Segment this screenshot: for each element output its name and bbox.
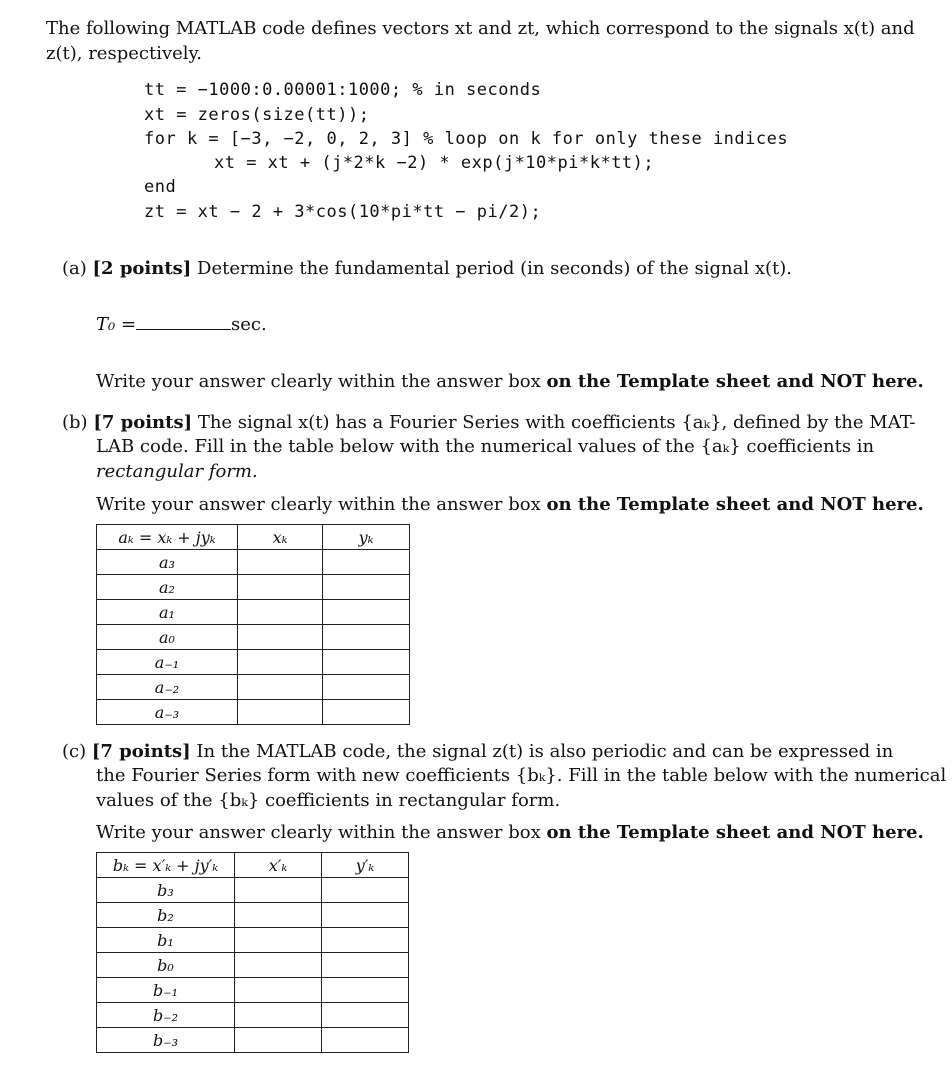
part-a-question <box>62 258 792 279</box>
table-row <box>97 575 410 600</box>
part-b-points: [7 points] <box>93 412 193 433</box>
row-label: b₀ <box>97 953 235 978</box>
table-row <box>97 953 409 978</box>
yk-prime-cell[interactable] <box>322 1003 409 1028</box>
table-row <box>97 978 409 1003</box>
yk-prime-cell[interactable] <box>322 903 409 928</box>
code-line-3: for k = [−3, −2, 0, 2, 3] % loop on k for only these indices <box>144 129 789 149</box>
part-a-text: Determine the fundamental period (in seconds) of the signal x(t). <box>191 258 792 279</box>
yk-prime-cell[interactable] <box>322 878 409 903</box>
xk-prime-cell[interactable] <box>235 878 322 903</box>
xk-prime-cell[interactable] <box>235 928 322 953</box>
part-a-label: (a) <box>62 258 87 279</box>
period-unit: sec. <box>231 314 267 335</box>
yk-cell[interactable] <box>323 550 410 575</box>
part-b-line-2: LAB code. Fill in the table below with the numerical values of the {aₖ} coefficients in <box>96 436 875 457</box>
yk-cell[interactable] <box>323 700 410 725</box>
b-coefficients-table <box>96 852 409 1053</box>
table-row <box>97 675 410 700</box>
yk-prime-cell[interactable] <box>322 953 409 978</box>
yk-cell[interactable] <box>323 650 410 675</box>
part-b-text-1: The signal x(t) has a Fourier Series with coefficients {aₖ}, defined by the MAT- <box>192 412 916 433</box>
row-label: a₁ <box>97 600 238 625</box>
table-row <box>97 903 409 928</box>
table-header-row <box>97 525 410 550</box>
part-a-instruction-text: Write your answer clearly within the answer box <box>96 371 547 392</box>
part-c-text-1: In the MATLAB code, the signal z(t) is also periodic and can be expressed in <box>190 741 894 762</box>
part-b-instruction-text: Write your answer clearly within the answer box <box>96 494 547 515</box>
part-b-instruction <box>96 494 924 515</box>
xk-cell[interactable] <box>238 675 323 700</box>
code-line-4: xt = xt + (j*2*k −2) * exp(j*10*pi*k*tt); <box>214 153 655 173</box>
header-yk: yₖ <box>323 525 410 550</box>
table-row <box>97 550 410 575</box>
table-row <box>97 1028 409 1053</box>
xk-cell[interactable] <box>238 700 323 725</box>
yk-cell[interactable] <box>323 600 410 625</box>
part-a-instruction-bold: on the Template sheet and NOT here. <box>546 371 924 392</box>
table-row <box>97 928 409 953</box>
row-label: a₋₁ <box>97 650 238 675</box>
header-bk: bₖ = x′ₖ + jy′ₖ <box>97 853 235 878</box>
part-c-instruction-bold: on the Template sheet and NOT here. <box>546 822 924 843</box>
table-header-row <box>97 853 409 878</box>
header-yk-prime: y′ₖ <box>322 853 409 878</box>
row-label: a₃ <box>97 550 238 575</box>
table-row <box>97 878 409 903</box>
table-row <box>97 700 410 725</box>
code-line-1: tt = −1000:0.00001:1000; % in seconds <box>144 80 542 100</box>
part-c-instruction <box>96 822 924 843</box>
row-label: a₀ <box>97 625 238 650</box>
period-label: T₀ = <box>96 314 137 335</box>
xk-cell[interactable] <box>238 625 323 650</box>
xk-cell[interactable] <box>238 650 323 675</box>
part-b-label: (b) <box>62 412 88 433</box>
yk-prime-cell[interactable] <box>322 928 409 953</box>
part-c-line-1 <box>62 741 893 762</box>
part-b-line-3: rectangular form. <box>96 461 258 482</box>
part-b-line-1 <box>62 412 915 433</box>
period-answer-blank[interactable] <box>136 315 231 330</box>
part-a-instruction <box>96 371 924 392</box>
intro-line-1: The following MATLAB code defines vectors xt and zt, which correspond to the signals x(t) and <box>46 18 915 39</box>
row-label: b₁ <box>97 928 235 953</box>
xk-cell[interactable] <box>238 550 323 575</box>
xk-prime-cell[interactable] <box>235 978 322 1003</box>
xk-cell[interactable] <box>238 575 323 600</box>
row-label: a₋₃ <box>97 700 238 725</box>
xk-cell[interactable] <box>238 600 323 625</box>
intro-line-2: z(t), respectively. <box>46 43 203 64</box>
header-xk-prime: x′ₖ <box>235 853 322 878</box>
code-line-2: xt = zeros(size(tt)); <box>144 105 370 125</box>
part-a-points: [2 points] <box>92 258 192 279</box>
header-xk: xₖ <box>238 525 323 550</box>
row-label: b₋₂ <box>97 1003 235 1028</box>
a-coefficients-table <box>96 524 410 725</box>
part-a-answer-line <box>96 314 267 335</box>
part-c-instruction-text: Write your answer clearly within the answer box <box>96 822 547 843</box>
yk-cell[interactable] <box>323 575 410 600</box>
row-label: b₋₃ <box>97 1028 235 1053</box>
header-ak: aₖ = xₖ + jyₖ <box>97 525 238 550</box>
row-label: a₂ <box>97 575 238 600</box>
yk-prime-cell[interactable] <box>322 1028 409 1053</box>
xk-prime-cell[interactable] <box>235 1003 322 1028</box>
table-row <box>97 650 410 675</box>
row-label: b₋₁ <box>97 978 235 1003</box>
table-row <box>97 600 410 625</box>
row-label: a₋₂ <box>97 675 238 700</box>
part-b-instruction-bold: on the Template sheet and NOT here. <box>546 494 924 515</box>
xk-prime-cell[interactable] <box>235 953 322 978</box>
code-line-5: end <box>144 177 177 197</box>
table-row <box>97 625 410 650</box>
xk-prime-cell[interactable] <box>235 1028 322 1053</box>
yk-prime-cell[interactable] <box>322 978 409 1003</box>
yk-cell[interactable] <box>323 625 410 650</box>
table-row <box>97 1003 409 1028</box>
row-label: b₂ <box>97 903 235 928</box>
yk-cell[interactable] <box>323 675 410 700</box>
part-c-label: (c) <box>62 741 87 762</box>
part-c-points: [7 points] <box>91 741 191 762</box>
code-line-6: zt = xt − 2 + 3*cos(10*pi*tt − pi/2); <box>144 202 542 222</box>
xk-prime-cell[interactable] <box>235 903 322 928</box>
row-label: b₃ <box>97 878 235 903</box>
part-c-line-2: the Fourier Series form with new coefficients {bₖ}. Fill in the table below with the numerical <box>96 765 947 786</box>
part-c-line-3: values of the {bₖ} coefficients in rectangular form. <box>96 790 561 811</box>
